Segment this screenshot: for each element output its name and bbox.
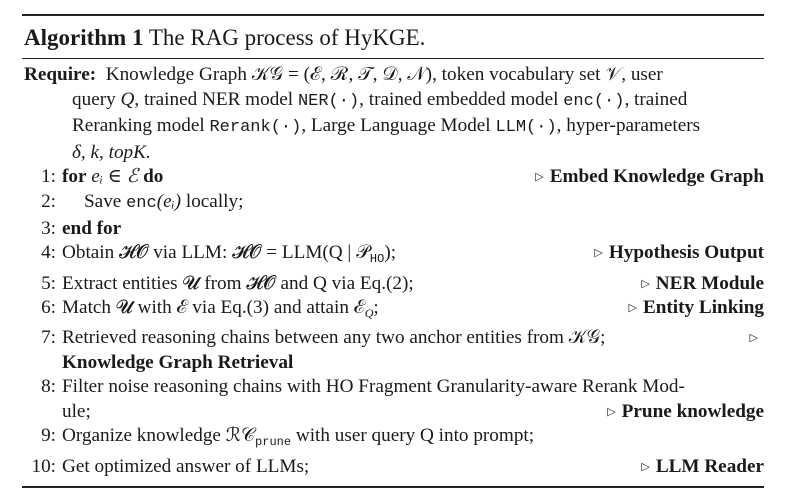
step-text-tail: ; (373, 297, 379, 319)
enc-arg: (eᵢ) (156, 190, 182, 212)
subscript: Q (364, 306, 374, 321)
step-comment (628, 296, 764, 321)
line-number: 5: (41, 272, 56, 294)
step-content: Get optimized answer of LLMs; (62, 455, 310, 477)
bottom-rule (22, 486, 764, 488)
comment-text: Knowledge Graph Retrieval (62, 351, 294, 373)
triangle-icon: ▷ (535, 171, 544, 184)
step-2 (22, 190, 764, 217)
line-number: 8: (41, 376, 56, 398)
triangle-icon: ▷ (749, 331, 758, 344)
comment-text: Hypothesis Output (608, 242, 764, 264)
line-number: 2: (41, 190, 56, 212)
step-9 (22, 424, 764, 455)
query-symbol: Q (120, 88, 135, 110)
step-10 (22, 455, 764, 480)
step-comment (641, 272, 764, 297)
require-text-3a: Reranking model (72, 115, 210, 137)
algorithm-caption (22, 16, 764, 58)
require-line-2 (24, 88, 764, 115)
step-content (56, 190, 764, 217)
require-text-3c: , hyper-parameters (556, 115, 701, 137)
triangle-icon: ▷ (594, 247, 603, 260)
step-text-tail: locally; (181, 190, 244, 212)
triangle-icon: ▷ (641, 277, 650, 290)
line-number: 7: (41, 326, 56, 348)
step-text: Obtain 𝓗𝓞 via LLM: 𝓗𝓞 = LLM(Q | 𝒫 (62, 242, 370, 264)
require-text-2a: query (72, 88, 121, 110)
algorithm-label: Algorithm 1 (24, 25, 144, 50)
enc-call: enc (126, 193, 157, 213)
step-content (56, 241, 594, 272)
triangle-icon: ▷ (607, 405, 616, 418)
comment-text: NER Module (655, 272, 764, 294)
step-text: Save (84, 190, 127, 212)
step-7 (22, 326, 764, 351)
step-8 (22, 375, 764, 400)
require-text-2b: , trained NER model (134, 88, 298, 110)
require-text-3b: , Large Language Model (301, 115, 496, 137)
require-line-1 (24, 63, 764, 88)
require-text-1: Knowledge Graph 𝒦𝒢 = (ℰ, ℛ, 𝒯, 𝒟, 𝒩), token vocabulary set 𝒱, user (105, 64, 663, 85)
algorithm-block (22, 14, 764, 488)
triangle-icon: ▷ (641, 460, 650, 473)
step-comment (641, 455, 764, 480)
step-text: eᵢ ∈ ℰ (86, 166, 144, 188)
line-number: 1: (41, 166, 56, 188)
step-content (56, 424, 764, 455)
step-1 (22, 165, 764, 190)
require-label: Require: (24, 64, 97, 85)
step-6 (22, 296, 764, 326)
comment-text: LLM Reader (655, 455, 764, 477)
line-number: 6: (41, 297, 56, 319)
step-text-tail: with user query Q into prompt; (291, 425, 535, 447)
step-content: Filter noise reasoning chains with HO Fragment Granularity-aware Rerank Mod- (62, 376, 685, 398)
step-text-cont: ule; (62, 400, 91, 422)
require-text-2c: , trained embedded model (359, 88, 564, 110)
comment-text: Embed Knowledge Graph (549, 166, 764, 188)
subscript: HO (369, 252, 385, 267)
step-comment-marker (750, 326, 764, 351)
keyword-for: for (62, 166, 87, 188)
keyword-do: do (143, 166, 164, 188)
enc-function: enc(·) (563, 91, 625, 111)
ner-function: NER(·) (297, 91, 360, 111)
line-number: 3: (41, 217, 56, 239)
step-content: Extract entities 𝓤 from 𝓗𝓞 and Q via Eq.(2); (62, 272, 414, 294)
step-text-tail: ); (384, 242, 397, 264)
step-text: Match 𝓤 with ℰ via Eq.(3) and attain ℰ (62, 297, 365, 319)
keyword-end-for: end for (62, 217, 122, 239)
step-comment (535, 165, 764, 190)
comment-text: Prune knowledge (621, 400, 764, 422)
step-4 (22, 241, 764, 272)
step-content: Retrieved reasoning chains between any two anchor entities from 𝒦𝒢; (62, 326, 606, 348)
comment-text: Entity Linking (642, 297, 764, 319)
step-comment (594, 241, 764, 266)
step-8-continuation (22, 400, 764, 425)
rerank-function: Rerank(·) (209, 118, 302, 138)
line-number: 4: (41, 242, 56, 264)
llm-function: LLM(·) (495, 118, 557, 138)
require-text-2d: , trained (624, 88, 688, 110)
subscript: prune (255, 435, 292, 450)
require-line-4: δ, k, topK. (72, 141, 151, 163)
step-content (56, 296, 628, 326)
require-line-3 (24, 114, 764, 141)
line-number: 10: (31, 455, 56, 477)
step-7-continuation (22, 351, 764, 376)
step-content (56, 217, 764, 242)
triangle-icon: ▷ (628, 302, 637, 315)
step-5 (22, 272, 764, 297)
line-number: 9: (41, 425, 56, 447)
algorithm-title: The RAG process of HyKGE. (148, 25, 426, 50)
algorithm-body (22, 59, 764, 480)
step-content (56, 165, 535, 190)
step-comment (607, 400, 764, 425)
step-3 (22, 217, 764, 242)
step-text: Organize knowledge ℛ𝒞 (62, 425, 256, 447)
require-block (22, 63, 764, 165)
